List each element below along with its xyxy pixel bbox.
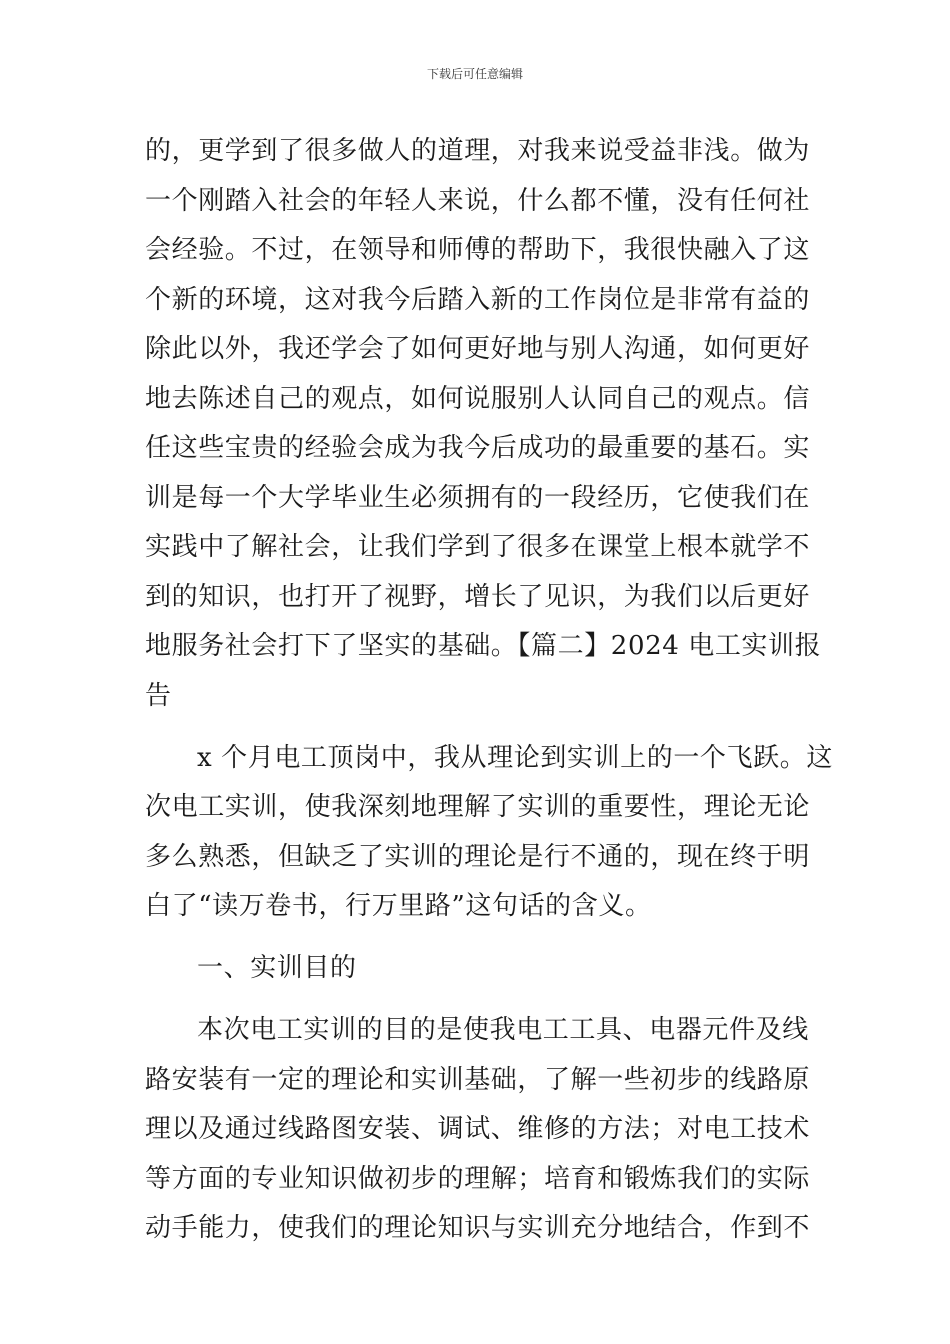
paragraph-intro bbox=[145, 734, 833, 932]
text-line: 告 bbox=[145, 680, 172, 711]
text-line: x 个月电工顶岗中，我从理论到实训上的一个飞跃。这 bbox=[197, 742, 833, 773]
page-header-note: 下载后可任意编辑 bbox=[426, 67, 523, 81]
text-line: 地去陈述自己的观点，如何说服别人认同自己的观点。信 bbox=[145, 383, 811, 414]
text-line: 本次电工实训的目的是使我电工工具、电器元件及线 bbox=[197, 1015, 809, 1045]
text-line: 等方面的专业知识做初步的理解；培育和锻炼我们的实际 bbox=[145, 1163, 811, 1194]
paragraph-gap bbox=[145, 721, 810, 734]
paragraph-purpose bbox=[145, 1006, 810, 1254]
text-line: 路安装有一定的理论和实训基础，了解一些初步的线路原 bbox=[145, 1064, 811, 1095]
text-line: 到的知识，也打开了视野，增长了见识，为我们以后更好 bbox=[145, 581, 811, 612]
text-line: 次电工实训，使我深刻地理解了实训的重要性，理论无论 bbox=[145, 792, 811, 822]
text-line: 多么熟悉，但缺乏了实训的理论是行不通的，现在终于明 bbox=[145, 841, 811, 872]
text-line: 个新的环境，这对我今后踏入新的工作岗位是非常有益的 bbox=[145, 284, 811, 315]
paragraph-gap bbox=[145, 994, 810, 1007]
text-line: 的，更学到了很多做人的道理，对我来说受益非浅。做为 bbox=[145, 136, 811, 166]
text-line: 会经验。不过，在领导和师傅的帮助下，我很快融入了这 bbox=[145, 235, 811, 265]
text-line: 理以及通过线路图安装、调试、维修的方法；对电工技术 bbox=[145, 1114, 811, 1144]
text-line: 动手能力，使我们的理论知识与实训充分地结合，作到不 bbox=[145, 1213, 811, 1243]
text-line: 一个刚踏入社会的年轻人来说，什么都不懂，没有任何社 bbox=[145, 185, 811, 216]
text-line: 训是每一个大学毕业生必须拥有的一段经历，它使我们在 bbox=[145, 482, 811, 513]
paragraph-continuation bbox=[145, 127, 822, 721]
document-body bbox=[145, 127, 833, 1254]
paragraph-gap bbox=[145, 932, 810, 945]
section-heading bbox=[145, 944, 810, 994]
text-line: 除此以外，我还学会了如何更好地与别人沟通，如何更好 bbox=[145, 334, 811, 364]
text-line: 任这些宝贵的经验会成为我今后成功的最重要的基石。实 bbox=[145, 433, 811, 463]
text-line: 地服务社会打下了坚实的基础。【篇二】2024 电工实训报 bbox=[145, 631, 822, 661]
heading-text: 一、实训目的 bbox=[197, 953, 357, 983]
text-line: 实践中了解社会，让我们学到了很多在课堂上根本就学不 bbox=[145, 532, 811, 562]
text-line: 白了“读万卷书，行万里路”这句话的含义。 bbox=[145, 891, 652, 921]
